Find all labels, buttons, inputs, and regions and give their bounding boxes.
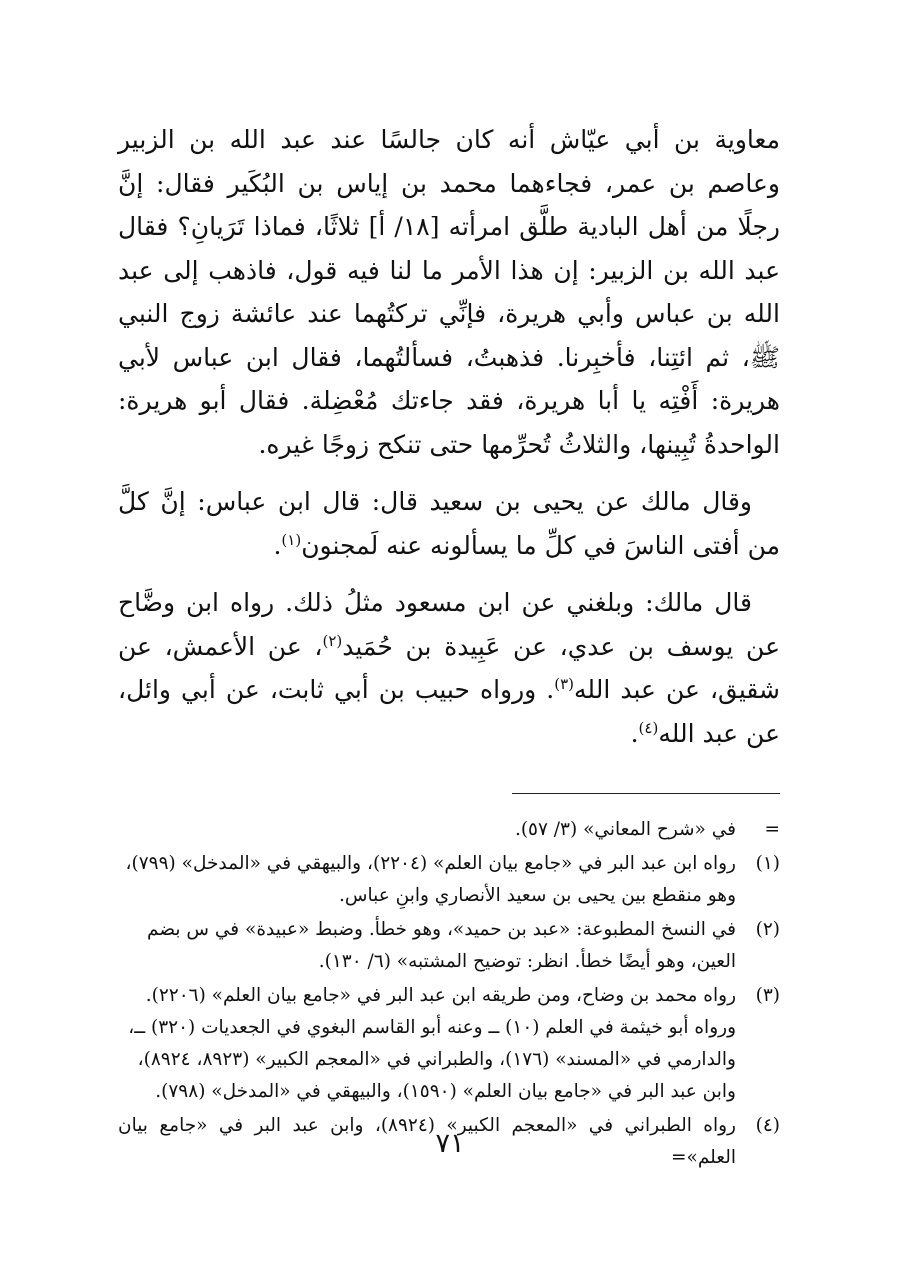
footnote-ref-3[interactable]: (٣) [554, 675, 575, 693]
footnote-line: في النسخ المطبوعة: «عبد بن حميد»، وهو خطأ. وضبط «عبيدة» في س بضم [147, 919, 736, 940]
footnote-line: وهو منقطع بين يحيى بن سعيد الأنصاري وابنِ عباس. [339, 885, 736, 906]
body-paragraph-2: وقال مالك عن يحيى بن سعيد قال: قال ابن عباس: إنَّ كلَّ من أفتى الناسَ في كلِّ ما يسألونه عنه لَمجنون$^{(١)}$. [118, 487, 780, 560]
footnote-ref-1[interactable]: (١) [281, 530, 302, 549]
paragraph-3-text-a: قال مالك: وبلغني عن ابن مسعود مثلُ ذلك. رواه ابن وضَّاح عن يوسف بن عدي، عن عَبِيدة بن حُمَيد [118, 588, 780, 661]
footnote-line: ورواه أبو خيثمة في العلم (١٠) ــ وعنه أبو القاسم البغوي في الجعديات (٣٢٠) ــ، [128, 1017, 736, 1038]
footnotes-section [118, 814, 780, 1174]
footnote-line: وابن عبد البر في «جامع بيان العلم» (١٥٩٠)، والبيهقي في «المدخل» (٧٩٨). [155, 1081, 736, 1102]
footnote-3 [118, 980, 780, 1108]
footnote-number: (٤) [755, 1115, 780, 1136]
footnote-number: = [764, 819, 780, 840]
paragraph-3-end: . [630, 718, 639, 748]
footnote-number: (٣) [755, 985, 780, 1006]
footnote-line: رواه ابن عبد البر في «جامع بيان العلم» (٢٢٠٤)، والبيهقي في «المدخل» (٧٩٩)، [125, 853, 736, 874]
footnote-line: رواه الطبراني في «المعجم الكبير» (٨٩٢٤)، وابن عبد البر في «جامع بيان العلم»= [118, 1115, 736, 1168]
footnote-line: رواه محمد بن وضاح، ومن طريقه ابن عبد البر في «جامع بيان العلم» (٢٢٠٦). [145, 985, 736, 1006]
footnote-continuation [118, 814, 780, 846]
footnote-2 [118, 914, 780, 978]
footnote-number: (٢) [755, 919, 780, 940]
body-paragraph-3 [118, 581, 780, 755]
footnote-1 [118, 848, 780, 912]
body-paragraph-1: معاوية بن أبي عيّاش أنه كان جالسًا عند عبد الله بن الزبير وعاصم بن عمر، فجاءهما محمد بن إياس بن البُكَير فقال: إنَّ رجلًا من أهل البادية طلَّق امرأته [١٨/ أ] ثلاثًا، فماذا تَرَيانِ؟ فقال عبد الله بن الزبير: إن هذا الأمر ما لنا فيه قول، فاذهب إلى عبد الله بن عباس وأبي هريرة، فإنِّي تركتُهما عند عائشة زوج النبي ﷺ، ثم ائتِنا، فأخبِرنا. فذهبتُ، فسألتُهما، فقال ابن عباس لأبي هريرة: أَفْتِه يا أبا هريرة، فقد جاءتك مُعْضِلة. فقال أبو هريرة: الواحدةُ تُبِينها، والثلاثُ تُحرِّمها حتى تنكح زوجًا غيره. [118, 125, 781, 459]
footnote-ref-4[interactable]: (٤) [638, 718, 659, 737]
paragraph-3-text-c: . ورواه حبيب بن أبي ثابت، عن أبي وائل، عن عبد الله [118, 675, 780, 748]
page-number: ٧١ [435, 1128, 465, 1159]
paragraph-3-text-b: ، عن الأعمش، عن شقيق، عن عبد الله [118, 631, 781, 704]
footnote-ref-2[interactable]: (٢) [322, 631, 343, 650]
footnote-line: في «شرح المعاني» (٣/ ٥٧). [514, 819, 736, 840]
footnote-line: والدارمي في «المسند» (١٧٦)، والطبراني في «المعجم الكبير» (٨٩٢٣، ٨٩٢٤)، [137, 1049, 736, 1070]
footnote-number: (١) [755, 853, 780, 874]
footnote-separator [512, 793, 780, 794]
paragraph-2-text: وقال مالك عن يحيى بن سعيد قال: قال ابن عباس: إنَّ كلَّ من أفتى الناسَ في كلِّ ما يسألونه عنه لَمجنون [118, 487, 780, 560]
footnote-line: العين، وهو أيضًا خطأ. انظر: توضيح المشتبه» (٦/ ١٣٠). [318, 951, 736, 972]
